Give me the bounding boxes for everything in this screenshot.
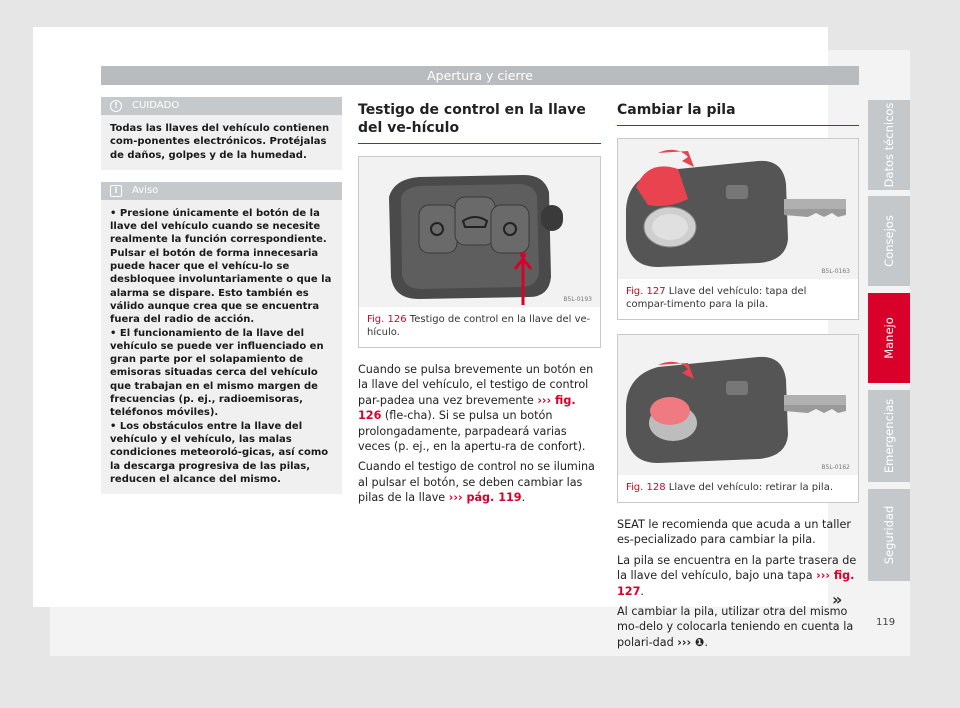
- tab-label: Emergencias: [882, 398, 896, 474]
- figure-code: B5L-0193: [563, 296, 592, 303]
- caution-box: [101, 97, 342, 170]
- paragraph-text: .: [640, 584, 644, 598]
- remove-battery-illustration: [618, 335, 858, 475]
- caution-text: Todas las llaves del vehículo contienen com-ponentes electrónicos. Protéjalas de daños, golpes y de la humedad.: [110, 123, 330, 161]
- page-number: 119: [876, 617, 896, 628]
- figure-128-image: [618, 335, 858, 475]
- paragraph-text: Cuando el testigo de control no se ilumina al pulsar el botón, se deben cambiar las pilas de la llave: [358, 460, 595, 505]
- tab-emergencias[interactable]: [868, 390, 910, 482]
- tab-label: Seguridad: [882, 505, 896, 565]
- battery-cover-illustration: [618, 139, 858, 279]
- tab-label: Datos técnicos: [882, 102, 896, 188]
- column-left: [101, 97, 342, 494]
- figure-126: [358, 156, 601, 348]
- paragraph: [617, 604, 859, 650]
- section-title-battery: Cambiar la pila: [617, 97, 859, 126]
- paragraph-text: .: [704, 635, 709, 649]
- figure-128: [617, 334, 859, 503]
- figure-number: Fig. 127: [626, 286, 666, 297]
- paragraph-text: (fle-cha). Si se pulsa un botón prolongadamente, parpadeará varias veces (p. ej., en la apertu-ra de confort).: [358, 409, 586, 454]
- paragraph-text: .: [521, 491, 526, 505]
- page-link[interactable]: ››› pág. 119: [448, 491, 522, 505]
- figure-code: B5L-0162: [821, 464, 850, 471]
- notice-bullet-text: El funcionamiento de la llave del vehículo se puede ver influenciado en gran parte por el solapamiento de emisoras situadas cerca del vehículo que trabajan en el mismo margen de frecuencias (p. ej., radioemisoras, teléfonos móviles).: [110, 327, 324, 419]
- paragraph: SEAT le recomienda que acuda a un taller es-pecializado para cambiar la pila.: [617, 518, 851, 547]
- caution-header: [101, 97, 342, 115]
- tab-label: Consejos: [882, 215, 896, 267]
- tab-label: Manejo: [882, 317, 896, 359]
- notice-header: [101, 182, 342, 200]
- caption-text: Llave del vehículo: retirar la pila.: [668, 482, 834, 493]
- tab-manejo[interactable]: [868, 293, 910, 383]
- notice-bullet: • Los obstáculos entre la llave del vehículo y el vehículo, las malas condiciones meteoroló-gicas, así como la descarga progresiva de las pilas, reducen el alcance del mismo.: [110, 420, 329, 485]
- caption-text: Llave del vehículo: tapa del compar-timento para la pila.: [626, 286, 807, 310]
- figure-code: B5L-0163: [821, 268, 850, 275]
- key-fob-illustration: [359, 157, 600, 307]
- paragraph-text: Cuando se pulsa brevemente un botón en la llave del vehículo, el testigo de control par-padea una vez brevemente: [358, 363, 594, 407]
- figure-128-caption: [618, 475, 858, 502]
- warning-link[interactable]: ››› ❶: [677, 635, 705, 649]
- notice-bullet-text: Presione únicamente el botón de la llave del vehículo cuando se necesite realmente la función correspondiente. Pulsar el botón de forma innecesaria puede hacer que el vehícu-lo se desbloquee involuntariamente o que la alarma se dispare. Esto también es válido aunque crea que se encuentra fuera del radio de acción.: [110, 207, 332, 326]
- caution-icon: !: [110, 100, 122, 112]
- caution-label: CUIDADO: [132, 100, 180, 111]
- figure-126-image: [359, 157, 600, 307]
- figure-number: Fig. 126: [367, 314, 407, 325]
- notice-bullet: • Presione únicamente el botón de la llave del vehículo cuando se necesite realmente la función correspondiente. Pulsar el botón de forma innecesaria puede hacer que el vehícu-lo se desbloquee involuntariamente o que la alarma se dispare. Esto también es válido aunque crea que se encuentra fuera del radio de acción.: [110, 207, 332, 326]
- paragraph: [358, 362, 601, 454]
- caption-text: Testigo de control en la llave del ve-hículo.: [367, 314, 591, 338]
- tab-seguridad[interactable]: [868, 489, 910, 581]
- tab-consejos[interactable]: [868, 196, 910, 286]
- tab-datos-tecnicos[interactable]: [868, 100, 910, 190]
- paragraph: [358, 459, 601, 505]
- paragraph-text: La pila se encuentra en la parte trasera de la llave del vehículo, bajo una tapa: [617, 553, 857, 583]
- column-right: [617, 97, 859, 655]
- column-middle: [358, 97, 601, 511]
- figure-126-caption: [359, 307, 600, 347]
- info-icon: i: [110, 185, 122, 197]
- chapter-header: Apertura y cierre: [101, 66, 859, 85]
- notice-bullet-text: Los obstáculos entre la llave del vehículo y el vehículo, las malas condiciones meteoroló-gicas, así como la descarga progresiva de las pilas, reducen el alcance del mismo.: [110, 420, 329, 485]
- figure-number: Fig. 128: [626, 482, 666, 493]
- figure-link[interactable]: ››› fig. 127: [617, 569, 855, 598]
- figure-127-caption: [618, 279, 858, 319]
- figure-127: [617, 138, 859, 320]
- notice-bullet: • El funcionamiento de la llave del vehículo se puede ver influenciado en gran parte por el solapamiento de emisoras situadas cerca del vehículo que trabajan en el mismo margen de frecuencias (p. ej., radioemisoras, teléfonos móviles).: [110, 327, 324, 419]
- notice-box: [101, 182, 342, 494]
- paragraph-text: Al cambiar la pila, utilizar otra del mismo mo-delo y colocarla teniendo en cuenta la polari-dad: [617, 605, 854, 649]
- section-title-control: Testigo de control en la llave del ve-hículo: [358, 97, 601, 144]
- paragraph: [617, 553, 859, 599]
- continue-mark: »: [832, 590, 843, 609]
- notice-body: [101, 200, 342, 494]
- notice-label: Aviso: [132, 184, 159, 196]
- figure-link[interactable]: ››› fig. 126: [358, 393, 576, 423]
- figure-127-image: [618, 139, 858, 279]
